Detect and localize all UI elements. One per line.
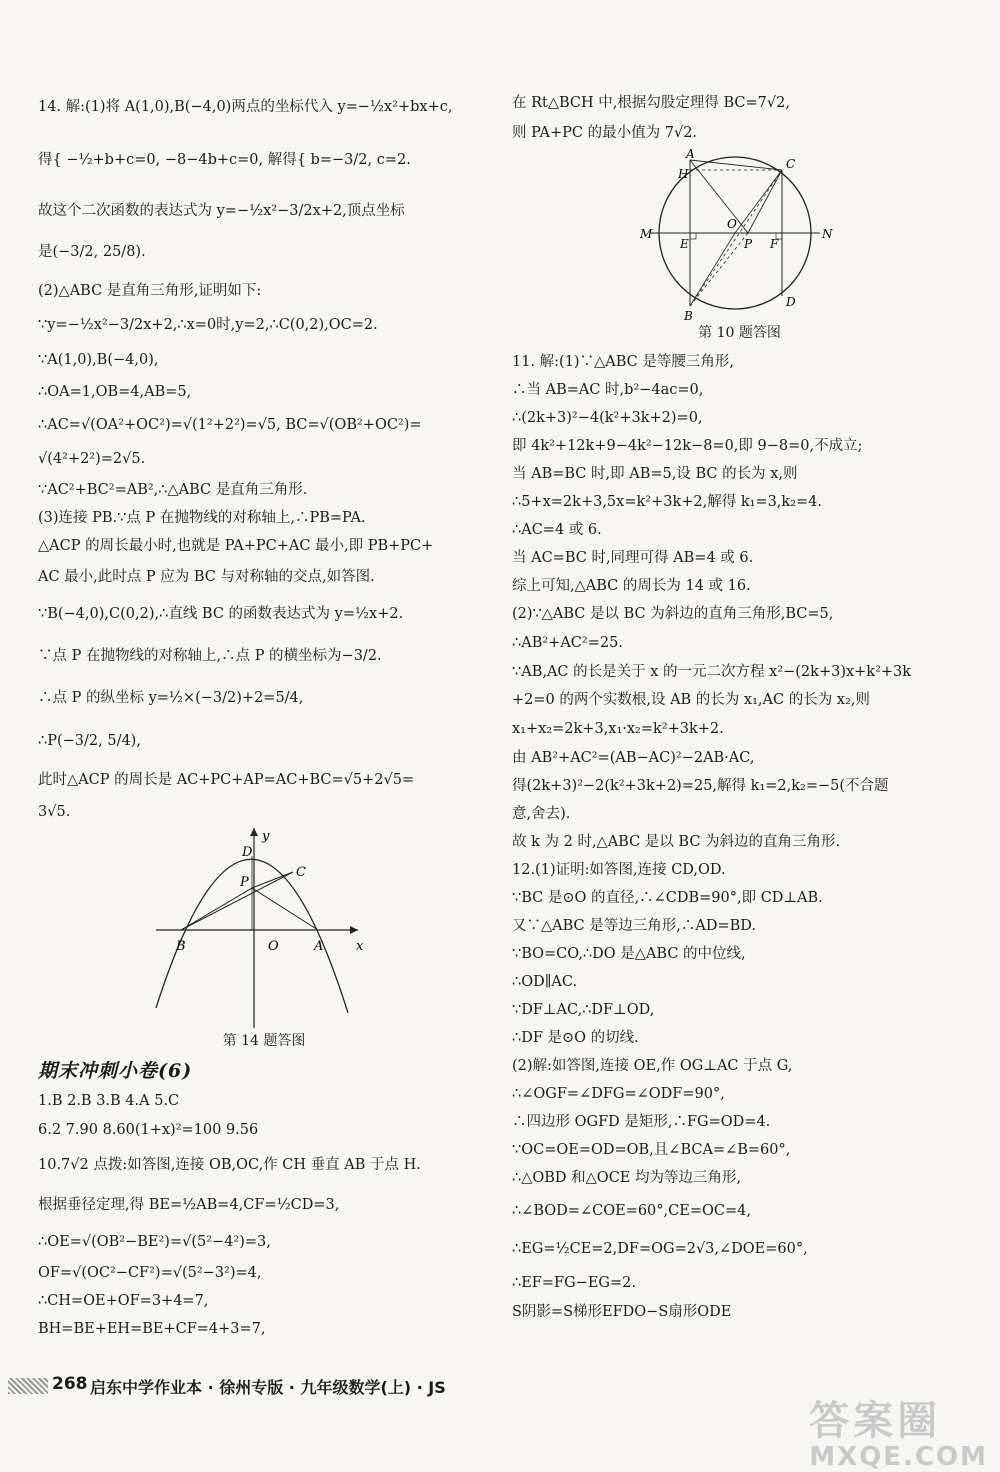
- book-title: 启东中学作业本 · 徐州专版 · 九年级数学(上) · JS: [90, 1378, 446, 1397]
- watermark-line2: MXQE.COM: [809, 1442, 988, 1472]
- label-f: F: [770, 237, 779, 251]
- text-line-s25: ∴DF 是⊙O 的切线.: [512, 1030, 639, 1046]
- label-a: A: [314, 939, 324, 954]
- text-line-b8: BH=BE+EH=BE+CF=4+3=7,: [38, 1321, 266, 1337]
- text-line-l3: 故这个二次函数的表达式为 y=−½x²−3/2x+2,顶点坐标: [38, 203, 405, 219]
- label-y: y: [262, 829, 270, 844]
- label-b: B: [176, 939, 186, 954]
- label-c: C: [786, 157, 796, 171]
- text-line-s28: ∴四边形 OGFD 是矩形,∴FG=OD=4.: [512, 1114, 771, 1130]
- label-d: D: [242, 845, 253, 860]
- text-line-l1: 14. 解:(1)将 A(1,0),B(−4,0)两点的坐标代入 y=−½x²+bx+c,: [38, 99, 453, 115]
- text-line-s11: ∴AB²+AC²=25.: [512, 635, 623, 651]
- text-line-b1: 1.B 2.B 3.B 4.A 5.C: [38, 1093, 180, 1109]
- section-title: 期末冲刺小卷(6): [38, 1060, 193, 1082]
- text-line-r1: 在 Rt△BCH 中,根据勾股定理得 BC=7√2,: [512, 95, 790, 111]
- text-line-s8: 当 AC=BC 时,同理可得 AB=4 或 6.: [512, 550, 754, 566]
- text-line-l7: ∵A(1,0),B(−4,0),: [38, 352, 159, 368]
- text-line-l18: ∴P(−3/2, 5/4),: [38, 733, 141, 749]
- text-line-s10: (2)∵△ABC 是以 BC 为斜边的直角三角形,BC=5,: [512, 606, 834, 622]
- text-line-b2: 6.2 7.90 8.60(1+x)²=100 9.56: [38, 1122, 259, 1138]
- label-c: C: [296, 865, 306, 880]
- text-line-s12: ∵AB,AC 的长是关于 x 的一元二次方程 x²−(2k+3)x+k²+3k: [512, 664, 912, 680]
- text-line-l12: (3)连接 PB.∵点 P 在抛物线的对称轴上,∴PB=PA.: [38, 510, 366, 526]
- watermark-line1: 答案圈: [809, 1398, 942, 1444]
- text-line-s7: ∴AC=4 或 6.: [512, 522, 602, 538]
- right-top-text: [512, 88, 967, 148]
- label-d: D: [786, 295, 796, 309]
- label-e: E: [680, 237, 689, 251]
- footer-pattern-icon: [8, 1378, 48, 1394]
- text-line-s19: 12.(1)证明:如答图,连接 CD,OD.: [512, 862, 726, 878]
- text-line-s22: ∵BO=CO,∴DO 是△ABC 的中位线,: [512, 946, 746, 962]
- text-line-s6: ∴5+x=2k+3,5x=k²+3k+2,解得 k₁=3,k₂=4.: [512, 494, 822, 510]
- text-line-s2: ∴当 AB=AC 时,b²−4ac=0,: [512, 382, 704, 398]
- text-line-s29: ∵OC=OE=OD=OB,且∠BCA=∠B=60°,: [512, 1142, 791, 1158]
- text-line-s21: 又∵△ABC 是等边三角形,∴AD=BD.: [512, 918, 756, 934]
- text-line-s30: ∴△OBD 和△OCE 均为等边三角形,: [512, 1170, 742, 1186]
- right-main-text: [512, 348, 967, 1326]
- text-line-l6: ∵y=−½x²−3/2x+2,∴x=0时,y=2,∴C(0,2),OC=2.: [38, 317, 378, 333]
- figure-10-circle: [512, 148, 967, 320]
- label-x: x: [356, 939, 364, 954]
- text-line-s27: ∴∠OGF=∠DFG=∠ODF=90°,: [512, 1086, 725, 1102]
- label-o: O: [268, 939, 279, 954]
- text-line-b7: ∴CH=OE+OF=3+4=7,: [38, 1293, 209, 1309]
- text-line-l19: 此时△ACP 的周长是 AC+PC+AP=AC+BC=√5+2√5=: [38, 772, 415, 788]
- label-p: P: [240, 875, 249, 890]
- label-n: N: [822, 227, 833, 241]
- text-line-s26: (2)解:如答图,连接 OE,作 OG⊥AC 于点 G,: [512, 1058, 793, 1074]
- text-line-s31: ∴∠BOD=∠COE=60°,CE=OC=4,: [512, 1203, 751, 1219]
- text-line-l14: AC 最小,此时点 P 应为 BC 与对称轴的交点,如答图.: [38, 569, 375, 585]
- label-p: P: [744, 237, 753, 251]
- right-column: [512, 88, 967, 1326]
- text-line-s24: ∵DF⊥AC,∴DF⊥OD,: [512, 1002, 655, 1018]
- label-o: O: [727, 217, 737, 231]
- text-line-s17: 意,舍去).: [512, 806, 571, 822]
- text-line-r2: 则 PA+PC 的最小值为 7√2.: [512, 125, 698, 141]
- text-line-l13: △ACP 的周长最小时,也就是 PA+PC+AC 最小,即 PB+PC+: [38, 538, 434, 554]
- label-b: B: [684, 309, 693, 320]
- text-line-s33: ∴EF=FG−EG=2.: [512, 1275, 636, 1291]
- label-h: H: [678, 167, 689, 181]
- text-line-l9: ∴AC=√(OA²+OC²)=√(1²+2²)=√5, BC=√(OB²+OC²)=: [38, 417, 422, 433]
- text-line-b4: 根据垂径定理,得 BE=½AB=4,CF=½CD=3,: [38, 1197, 340, 1213]
- label-a: A: [686, 148, 695, 161]
- text-line-s34: S阴影=S梯形EFDO−S扇形ODE: [512, 1304, 732, 1320]
- figure-14-parabola: [38, 828, 490, 1028]
- text-line-s9: 综上可知,△ABC 的周长为 14 或 16.: [512, 578, 751, 594]
- text-line-l2: 得{ −½+b+c=0, −8−4b+c=0, 解得{ b=−3/2, c=2.: [38, 152, 411, 168]
- text-line-s13: +2=0 的两个实数根,设 AB 的长为 x₁,AC 的长为 x₂,则: [512, 692, 870, 708]
- text-line-b3: 10.7√2 点拨:如答图,连接 OB,OC,作 CH 垂直 AB 于点 H.: [38, 1157, 421, 1173]
- text-line-b5: ∴OE=√(OB²−BE²)=√(5²−4²)=3,: [38, 1234, 271, 1250]
- text-line-s4: 即 4k²+12k+9−4k²−12k−8=0,即 9−8=0,不成立;: [512, 438, 863, 454]
- text-line-l17: ∴点 P 的纵坐标 y=½×(−3/2)+2=5/4,: [38, 690, 304, 706]
- label-m: M: [640, 227, 653, 241]
- text-line-s15: 由 AB²+AC²=(AB−AC)²−2AB·AC,: [512, 750, 755, 766]
- text-line-l20: 3√5.: [38, 804, 71, 820]
- page-number: 268: [52, 1374, 88, 1394]
- left-bottom-text: [38, 1087, 490, 1343]
- text-line-s3: ∴(2k+3)²−4(k²+3k+2)=0,: [512, 410, 703, 426]
- watermark-logo: [809, 1400, 988, 1472]
- left-column: [38, 88, 490, 1343]
- text-line-l4: 是(−3/2, 25/8).: [38, 244, 146, 260]
- text-line-s20: ∵BC 是⊙O 的直径,∴∠CDB=90°,即 CD⊥AB.: [512, 890, 823, 906]
- text-line-b6: OF=√(OC²−CF²)=√(5²−3²)=4,: [38, 1265, 262, 1281]
- text-line-s16: 得(2k+3)²−2(k²+3k+2)=25,解得 k₁=2,k₂=−5(不合题: [512, 778, 889, 794]
- text-line-l11: ∵AC²+BC²=AB²,∴△ABC 是直角三角形.: [38, 482, 308, 498]
- text-line-s18: 故 k 为 2 时,△ABC 是以 BC 为斜边的直角三角形.: [512, 834, 841, 850]
- text-line-l15: ∵B(−4,0),C(0,2),∴直线 BC 的函数表达式为 y=½x+2.: [38, 606, 404, 622]
- text-line-l8: ∴OA=1,OB=4,AB=5,: [38, 384, 192, 400]
- figure-10-caption: 第 10 题答图: [698, 325, 781, 341]
- text-line-s32: ∴EG=½CE=2,DF=OG=2√3,∠DOE=60°,: [512, 1241, 808, 1257]
- figure-14-caption: 第 14 题答图: [222, 1033, 306, 1049]
- text-line-s1: 11. 解:(1)∵△ABC 是等腰三角形,: [512, 354, 734, 370]
- text-line-l10: √(4²+2²)=2√5.: [38, 451, 146, 467]
- left-top-text: [38, 88, 490, 828]
- text-line-l16: ∵点 P 在抛物线的对称轴上,∴点 P 的横坐标为−3/2.: [38, 648, 382, 664]
- text-line-s23: ∴OD∥AC.: [512, 974, 578, 990]
- text-line-l5: (2)△ABC 是直角三角形,证明如下:: [38, 283, 262, 299]
- text-line-s14: x₁+x₂=2k+3,x₁·x₂=k²+3k+2.: [512, 721, 724, 737]
- text-line-s5: 当 AB=BC 时,即 AB=5,设 BC 的长为 x,则: [512, 466, 798, 482]
